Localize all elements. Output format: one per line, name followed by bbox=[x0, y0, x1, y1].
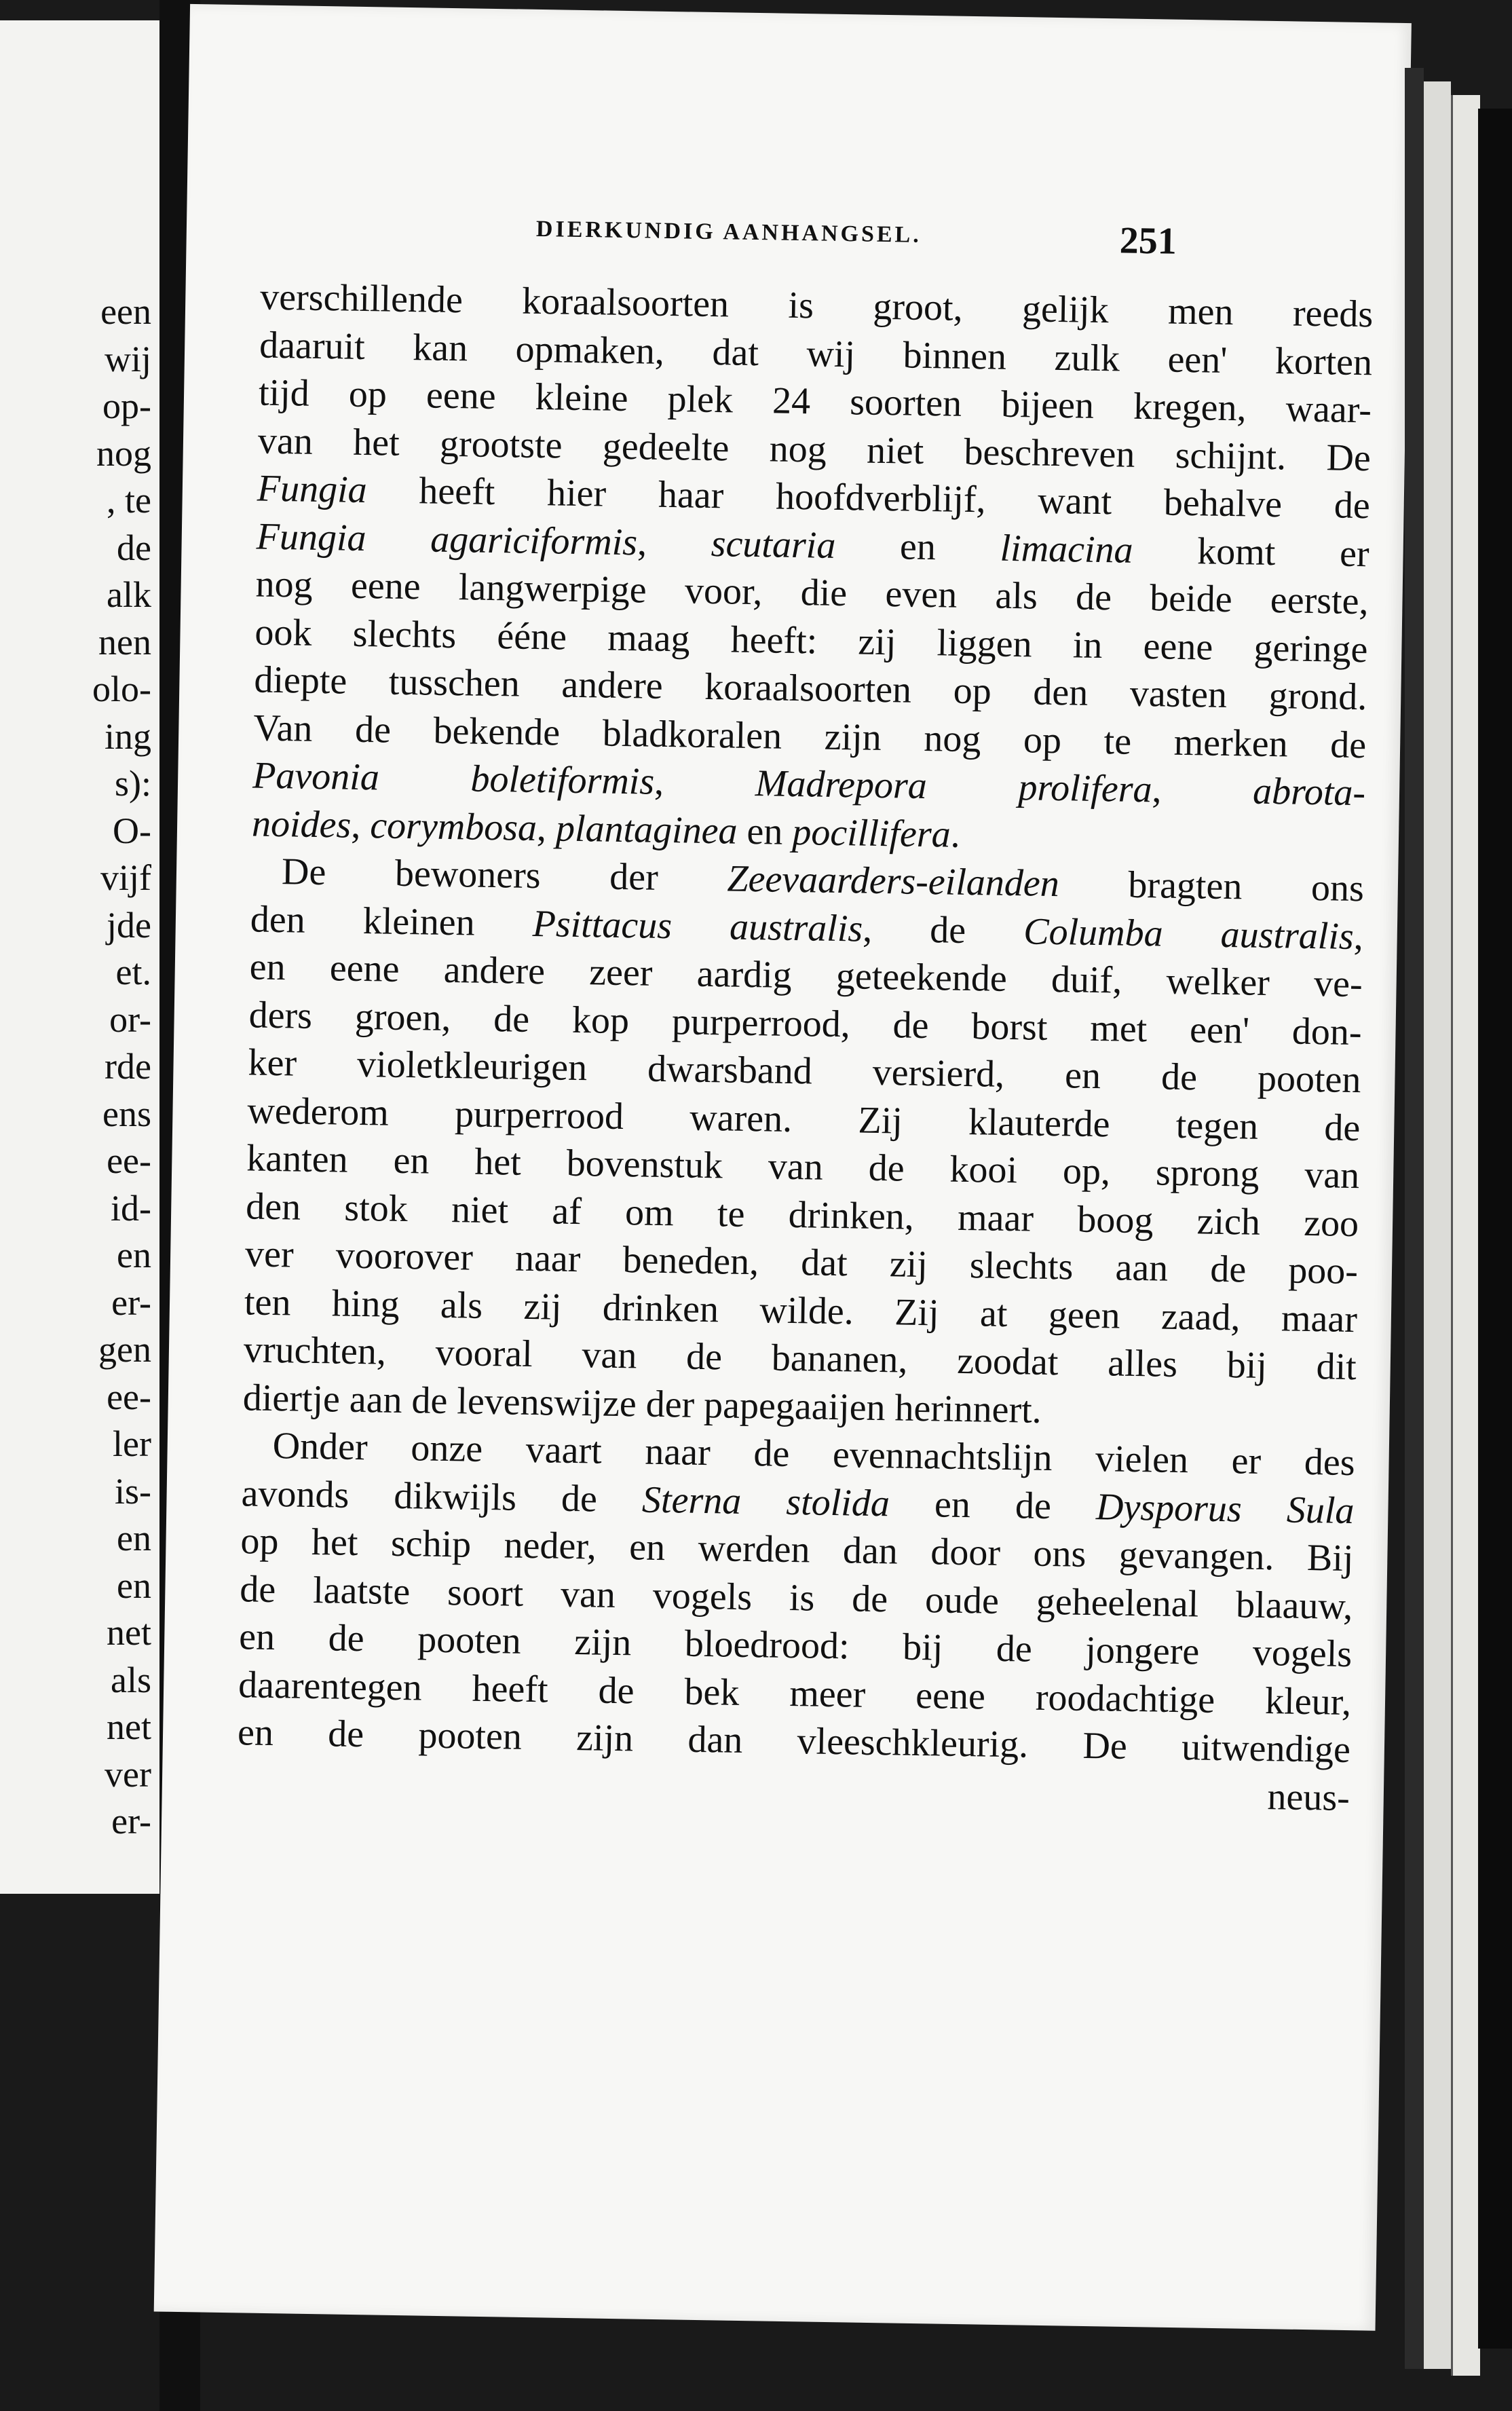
italic-term: limacina bbox=[1000, 527, 1134, 572]
italic-term: Columba australis bbox=[1023, 910, 1355, 958]
italic-term: noides bbox=[251, 802, 352, 846]
italic-term: corymbosa bbox=[369, 804, 537, 849]
left-page-line: jde bbox=[107, 904, 151, 946]
left-page-line: or- bbox=[109, 998, 151, 1040]
text-segment: tijd op eene kleine plek 24 soorten bijeen kregen, waar- bbox=[258, 371, 1372, 432]
left-page-line: wij bbox=[104, 338, 151, 379]
left-page-line: olo- bbox=[92, 669, 151, 709]
text-segment: verschillende koraalsoorten is groot, gelijk men reeds bbox=[259, 276, 1374, 336]
left-page-line: alk bbox=[107, 574, 151, 615]
text-segment: . bbox=[950, 813, 961, 856]
italic-term: Dysporus Sula bbox=[1095, 1485, 1355, 1532]
text-segment: De bewoners der bbox=[281, 851, 727, 900]
left-page-line: vijf bbox=[100, 857, 151, 898]
italic-term: Fungia agariciformis bbox=[256, 515, 638, 563]
text-segment: daarentegen heeft de bek meer eene roodachtige kleur, bbox=[238, 1663, 1352, 1723]
text-segment: en de pooten zijn bloedrood: bij de jongere vogels bbox=[238, 1615, 1353, 1676]
left-page-line: en bbox=[117, 1235, 151, 1275]
left-page-line: et. bbox=[115, 952, 151, 992]
text-segment: diertje aan de levenswijze der papegaaijen herinnert. bbox=[242, 1376, 1042, 1432]
book-page bbox=[154, 4, 1412, 2331]
text-segment: , bbox=[1152, 768, 1253, 812]
left-page-line: er- bbox=[111, 1801, 151, 1842]
running-title: DIERKUNDIG AANHANGSEL. bbox=[535, 216, 922, 248]
left-page-line: , te bbox=[107, 480, 151, 521]
text-segment: avonds dikwijls de bbox=[241, 1472, 643, 1521]
page-edge-shadow bbox=[1405, 68, 1424, 2369]
left-page-line: ee- bbox=[107, 1376, 151, 1417]
italic-term: Sterna stolida bbox=[641, 1478, 890, 1525]
text-segment: den kleinen bbox=[250, 897, 533, 945]
left-page-line: een bbox=[100, 291, 151, 332]
text-segment: , de bbox=[862, 908, 1024, 952]
text-segment: Onder onze vaart naar de evennachtslijn vielen er des bbox=[272, 1425, 1356, 1484]
text-segment: en de bbox=[889, 1482, 1097, 1528]
text-segment: , bbox=[536, 806, 556, 849]
text-segment: ten hing als zij drinken wilde. Zij at geen zaad, maar bbox=[244, 1280, 1358, 1341]
left-page-line: op- bbox=[102, 386, 151, 426]
italic-term: Zeevaarders-eilanden bbox=[726, 857, 1060, 905]
text-segment: kanten en het bovenstuk van de kooi op, sprong van bbox=[246, 1137, 1360, 1197]
left-page-line: net bbox=[107, 1706, 151, 1747]
text-segment: den stok niet af om te drinken, maar boog zich zoo bbox=[245, 1184, 1359, 1245]
text-segment: , bbox=[654, 760, 756, 805]
left-page-line: O- bbox=[113, 810, 151, 851]
page-edge-stack bbox=[1451, 95, 1480, 2376]
left-page-line: ler bbox=[113, 1423, 151, 1464]
italic-term: scutaria bbox=[711, 522, 836, 567]
left-page-line: ver bbox=[105, 1753, 151, 1795]
text-segment: , bbox=[637, 521, 712, 565]
text-segment: nog eene langwerpige voor, die even als de beide eerste, bbox=[255, 563, 1369, 623]
left-page-line: de bbox=[117, 527, 151, 568]
left-page-line: rde bbox=[105, 1046, 151, 1087]
book-cover-edge bbox=[1478, 109, 1512, 2349]
left-page-line: en bbox=[117, 1565, 151, 1606]
text-segment: de laatste soort van vogels is de oude geheelenal blaauw, bbox=[239, 1567, 1353, 1628]
left-page-line: ee- bbox=[107, 1140, 151, 1181]
italic-term: plantaginea bbox=[555, 806, 738, 853]
left-page-fragment bbox=[0, 20, 159, 1894]
text-segment: op het schip neder, en werden dan door ons gevangen. Bij bbox=[240, 1520, 1354, 1580]
left-page-line: en bbox=[117, 1518, 151, 1558]
left-page-line: is- bbox=[115, 1470, 151, 1512]
text-segment: , bbox=[1353, 915, 1364, 958]
left-page-line: als bbox=[111, 1659, 151, 1700]
left-page-line: er- bbox=[111, 1282, 151, 1323]
text-segment: ook slechts ééne maag heeft: zij liggen in eene geringe bbox=[254, 610, 1368, 671]
body-text bbox=[236, 274, 1373, 1822]
text-segment: vruchten, vooral van de bananen, zoodat alles bij dit bbox=[243, 1328, 1357, 1389]
left-page-line: s): bbox=[115, 763, 151, 804]
text-segment: en de pooten zijn dan vleeschkleurig. De uitwendige bbox=[237, 1711, 1351, 1772]
italic-term: pocillifera bbox=[791, 810, 951, 856]
page-header bbox=[332, 213, 1177, 274]
text-segment: ders groen, de kop purperrood, de borst met een' don- bbox=[248, 993, 1363, 1053]
text-segment: komt er bbox=[1133, 529, 1370, 575]
text-segment: en bbox=[737, 810, 793, 853]
left-page-line: nen bbox=[98, 621, 151, 662]
text-segment: diepte tusschen andere koraalsoorten op den vasten grond. bbox=[253, 658, 1367, 719]
text-segment: wederom purperrood waren. Zij klauterde tegen de bbox=[247, 1089, 1361, 1149]
text-segment: bragten ons bbox=[1059, 863, 1365, 910]
left-page-line: ens bbox=[102, 1093, 151, 1134]
text-segment: en eene andere zeer aardig geteekende duif, welker ve- bbox=[249, 946, 1363, 1006]
left-page-line: gen bbox=[98, 1329, 151, 1370]
text-segment: ver voorover naar beneden, dat zij slechts aan de poo- bbox=[244, 1233, 1359, 1293]
text-segment: daaruit kan opmaken, dat wij binnen zulk een' korten bbox=[259, 324, 1373, 384]
page-edge-stack bbox=[1424, 81, 1451, 2369]
italic-term: Pavonia boletiformis bbox=[252, 754, 655, 803]
left-page-line-ends bbox=[9, 288, 151, 1846]
page-number: 251 bbox=[1119, 219, 1177, 263]
left-page-line: nog bbox=[96, 432, 151, 474]
left-page-line: id- bbox=[111, 1187, 151, 1229]
catchword: neus- bbox=[1267, 1775, 1350, 1819]
italic-term: Fungia bbox=[257, 467, 368, 512]
italic-term: Psittacus australis bbox=[532, 902, 863, 950]
text-segment: , bbox=[350, 804, 371, 846]
text-segment: en bbox=[835, 524, 1001, 569]
italic-term: abrota- bbox=[1252, 770, 1366, 815]
text-segment: heeft hier haar hoofdverblijf, want behalve de bbox=[366, 469, 1371, 527]
text-segment: ker violetkleurigen dwarsband versierd, en de pooten bbox=[248, 1041, 1361, 1102]
text-segment: Van de bekende bladkoralen zijn nog op te merken de bbox=[252, 706, 1367, 766]
left-page-line: net bbox=[107, 1612, 151, 1653]
italic-term: Madrepora prolifera bbox=[755, 762, 1152, 811]
text-segment: van het grootste gedeelte nog niet beschreven schijnt. De bbox=[257, 419, 1372, 479]
left-page-line: ing bbox=[104, 715, 151, 757]
